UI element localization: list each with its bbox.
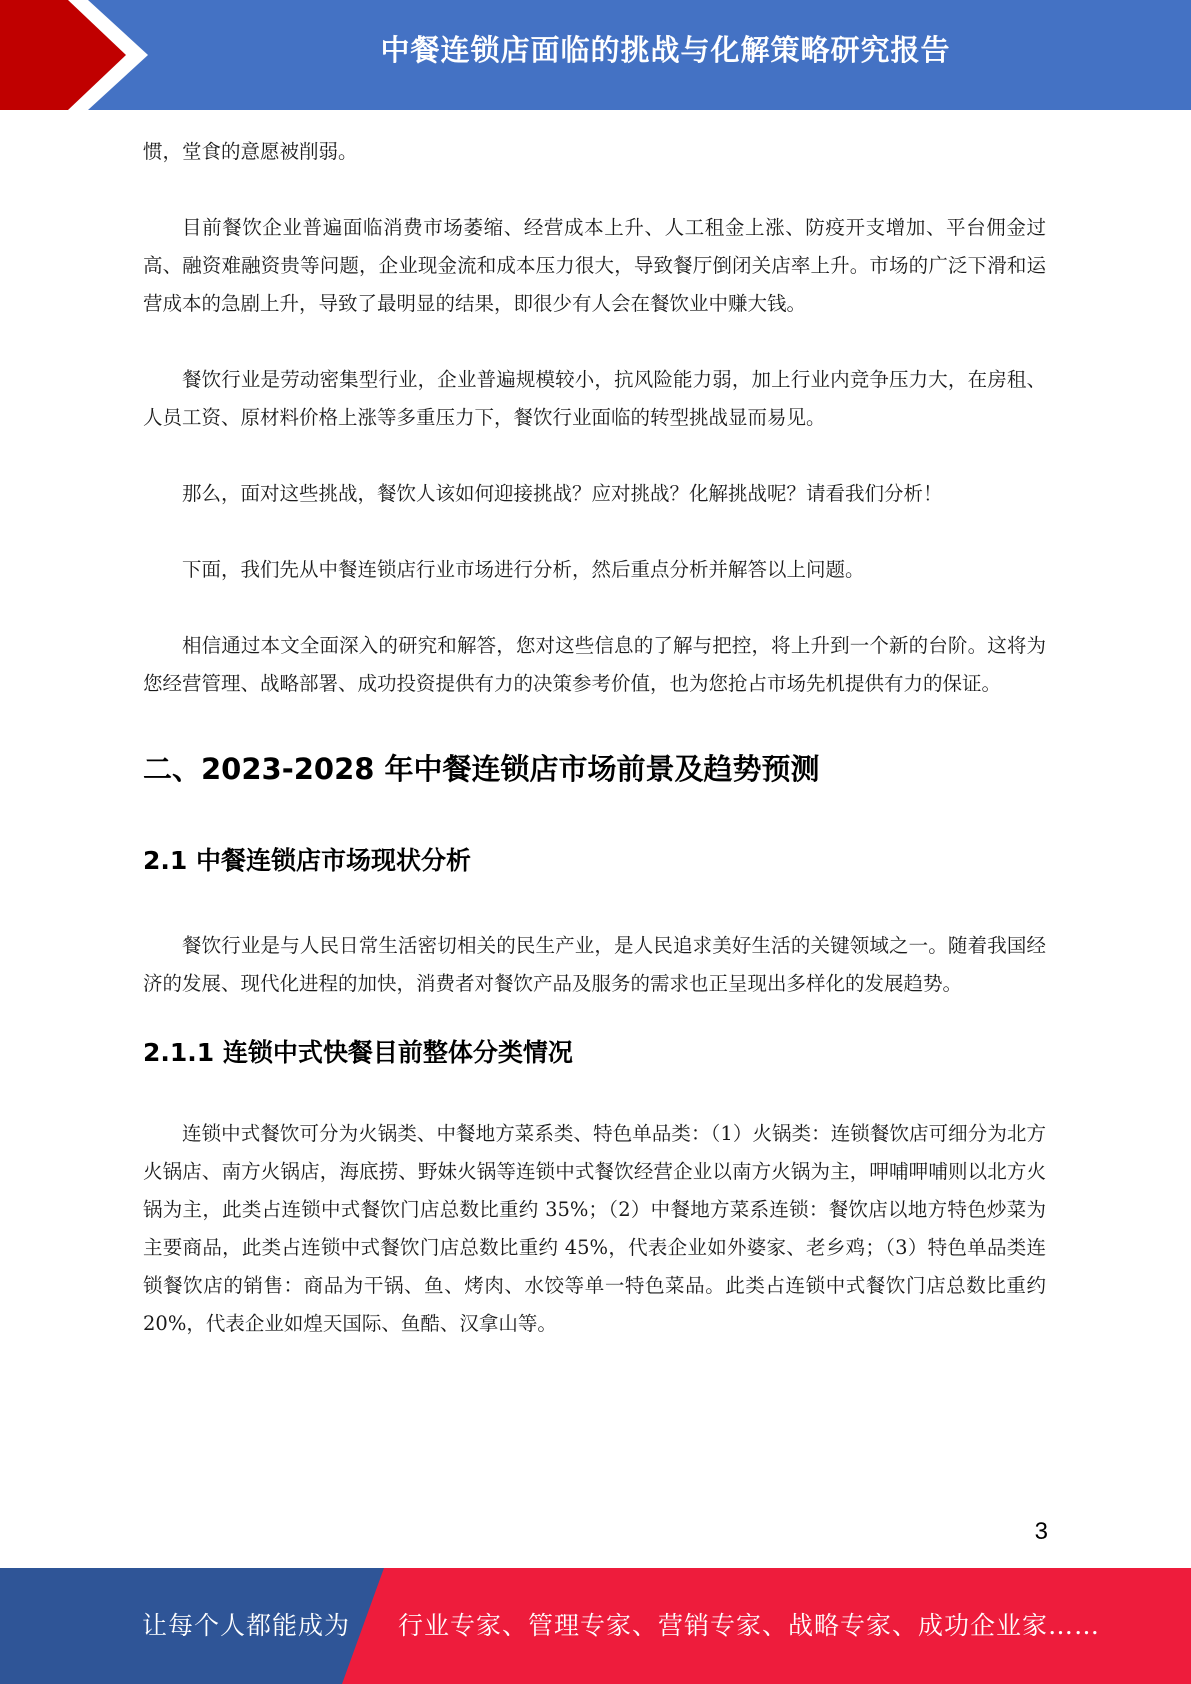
report-body [143, 133, 1046, 1343]
report-header-banner [0, 0, 1191, 110]
paragraph-classification: 连锁中式餐饮可分为火锅类、中餐地方菜系类、特色单品类：（1）火锅类：连锁餐饮店可细分为北方火锅店、南方火锅店，海底捞、野妹火锅等连锁中式餐饮经营企业以南方火锅为主，呷哺呷哺则以北方火锅为主，此类占连锁中式餐饮门店总数比重约 35%；（2）中餐地方菜系连锁：餐饮店以地方特色炒菜为主要商品，此类占连锁中式餐饮门店总数比重约 45%，代表企业如外婆家、老乡鸡；（3）特色单品类连锁餐饮店的销售：商品为干锅、鱼、烤肉、水饺等单一特色菜品。此类占连锁中式餐饮门店总数比重约 20%，代表企业如煌天国际、鱼酷、汉拿山等。 [143, 1122, 1046, 1335]
footer-slogan-right: 行业专家、管理专家、营销专家、战略专家、成功企业家…… [398, 1611, 1101, 1640]
chevron-arrow-icon [0, 0, 160, 110]
paragraph-industry-pressures: 目前餐饮企业普遍面临消费市场萎缩、经营成本上升、人工租金上涨、防疫开支增加、平台佣金过高、融资难融资贵等问题，企业现金流和成本压力很大，导致餐厅倒闭关店率上升。市场的广泛下滑和运营成本的急剧上升，导致了最明显的结果，即很少有人会在餐饮业中赚大钱。 [143, 216, 1046, 315]
footer-slogan-left: 让每个人都能成为 [142, 1611, 351, 1640]
paragraph-approach: 下面，我们先从中餐连锁店行业市场进行分析，然后重点分析并解答以上问题。 [182, 558, 865, 581]
paragraph-labor-intensive: 餐饮行业是劳动密集型行业，企业普遍规模较小，抗风险能力弱，加上行业内竞争压力大，在房租、人员工资、原材料价格上涨等多重压力下，餐饮行业面临的转型挑战显而易见。 [143, 368, 1046, 429]
report-footer-banner [0, 1568, 1191, 1684]
section-heading: 二、2023-2028 年中餐连锁店市场前景及趋势预测 [143, 752, 820, 786]
subsubsection-heading: 2.1.1 连锁中式快餐目前整体分类情况 [143, 1038, 573, 1067]
paragraph-market-status: 餐饮行业是与人民日常生活密切相关的民生产业，是人民追求美好生活的关键领域之一。随着我国经济的发展、现代化进程的加快，消费者对餐饮产品及服务的需求也正呈现出多样化的发展趋势。 [143, 934, 1046, 995]
paragraph-value: 相信通过本文全面深入的研究和解答，您对这些信息的了解与把控，将上升到一个新的台阶。这将为您经营管理、战略部署、成功投资提供有力的决策参考价值，也为您抢占市场先机提供有力的保证。 [143, 634, 1046, 695]
report-title: 中餐连锁店面临的挑战与化解策略研究报告 [380, 33, 951, 67]
subsection-heading: 2.1 中餐连锁店市场现状分析 [143, 846, 471, 875]
paragraph-question: 那么，面对这些挑战，餐饮人该如何迎接挑战？应对挑战？化解挑战呢？请看我们分析！ [182, 482, 943, 505]
paragraph-continuation: 惯，堂食的意愿被削弱。 [143, 140, 358, 163]
page-number: 3 [1034, 1518, 1048, 1545]
